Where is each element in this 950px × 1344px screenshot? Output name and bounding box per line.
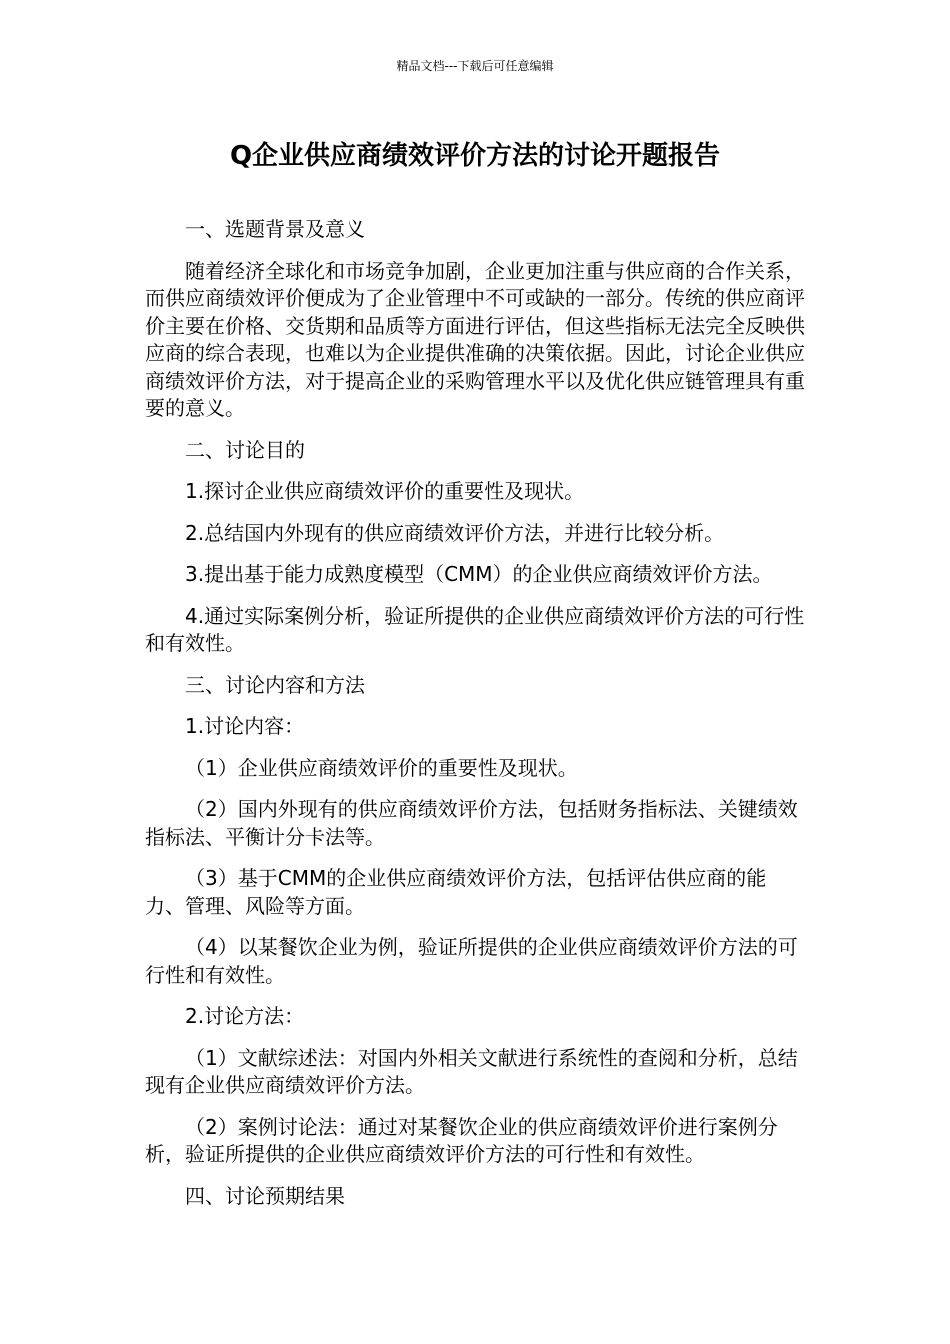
subheading-methods: 2.讨论方法： — [185, 1004, 305, 1028]
content-item-1: （1）企业供应商绩效评价的重要性及现状。 — [185, 755, 578, 780]
section-heading-content-methods: 三、讨论内容和方法 — [185, 672, 365, 697]
document-body — [145, 216, 805, 1224]
content-item-2: （2）国内外现有的供应商绩效评价方法，包括财务指标法、关键绩效指标法、平衡计分卡法等。 — [145, 797, 798, 849]
page-header-note: 精品文档---下载后可任意编辑 — [396, 59, 554, 73]
subheading-content: 1.讨论内容： — [185, 714, 305, 738]
purpose-item-4: 4.通过实际案例分析，验证所提供的企业供应商绩效评价方法的可行性和有效性。 — [145, 603, 805, 655]
purpose-item-3: 3.提出基于能力成熟度模型（CMM）的企业供应商绩效评价方法。 — [185, 562, 773, 586]
purpose-item-1: 1.探讨企业供应商绩效评价的重要性及现状。 — [185, 479, 585, 503]
method-item-1: （1）文献综述法：对国内外相关文献进行系统性的查阅和分析，总结现有企业供应商绩效评价方法。 — [145, 1045, 798, 1097]
content-item-3: （3）基于CMM的企业供应商绩效评价方法，包括评估供应商的能力、管理、风险等方面。 — [145, 866, 767, 918]
purpose-item-2: 2.总结国内外现有的供应商绩效评价方法，并进行比较分析。 — [185, 520, 725, 545]
document-title: Q企业供应商绩效评价方法的讨论开题报告 — [229, 141, 721, 171]
content-item-4: （4）以某餐饮企业为例，验证所提供的企业供应商绩效评价方法的可行性和有效性。 — [145, 935, 798, 987]
section-heading-expected-results: 四、讨论预期结果 — [185, 1183, 345, 1208]
section-heading-background: 一、选题背景及意义 — [185, 217, 365, 241]
paragraph-background: 随着经济全球化和市场竞争加剧，企业更加注重与供应商的合作关系，而供应商绩效评价便成为了企业管理中不可或缺的一部分。传统的供应商评价主要在价格、交货期和品质等方面进行评估，但这些指标无法完全反映供应商的综合表现，也难以为企业提供准确的决策依据。因此，讨论企业供应商绩效评价方法，对于提高企业的采购管理水平以及优化供应链管理具有重要的意义。 — [145, 258, 805, 420]
section-heading-purpose: 二、讨论目的 — [185, 437, 305, 462]
method-item-2: （2）案例讨论法：通过对某餐饮企业的供应商绩效评价进行案例分析，验证所提供的企业供应商绩效评价方法的可行性和有效性。 — [145, 1114, 778, 1166]
